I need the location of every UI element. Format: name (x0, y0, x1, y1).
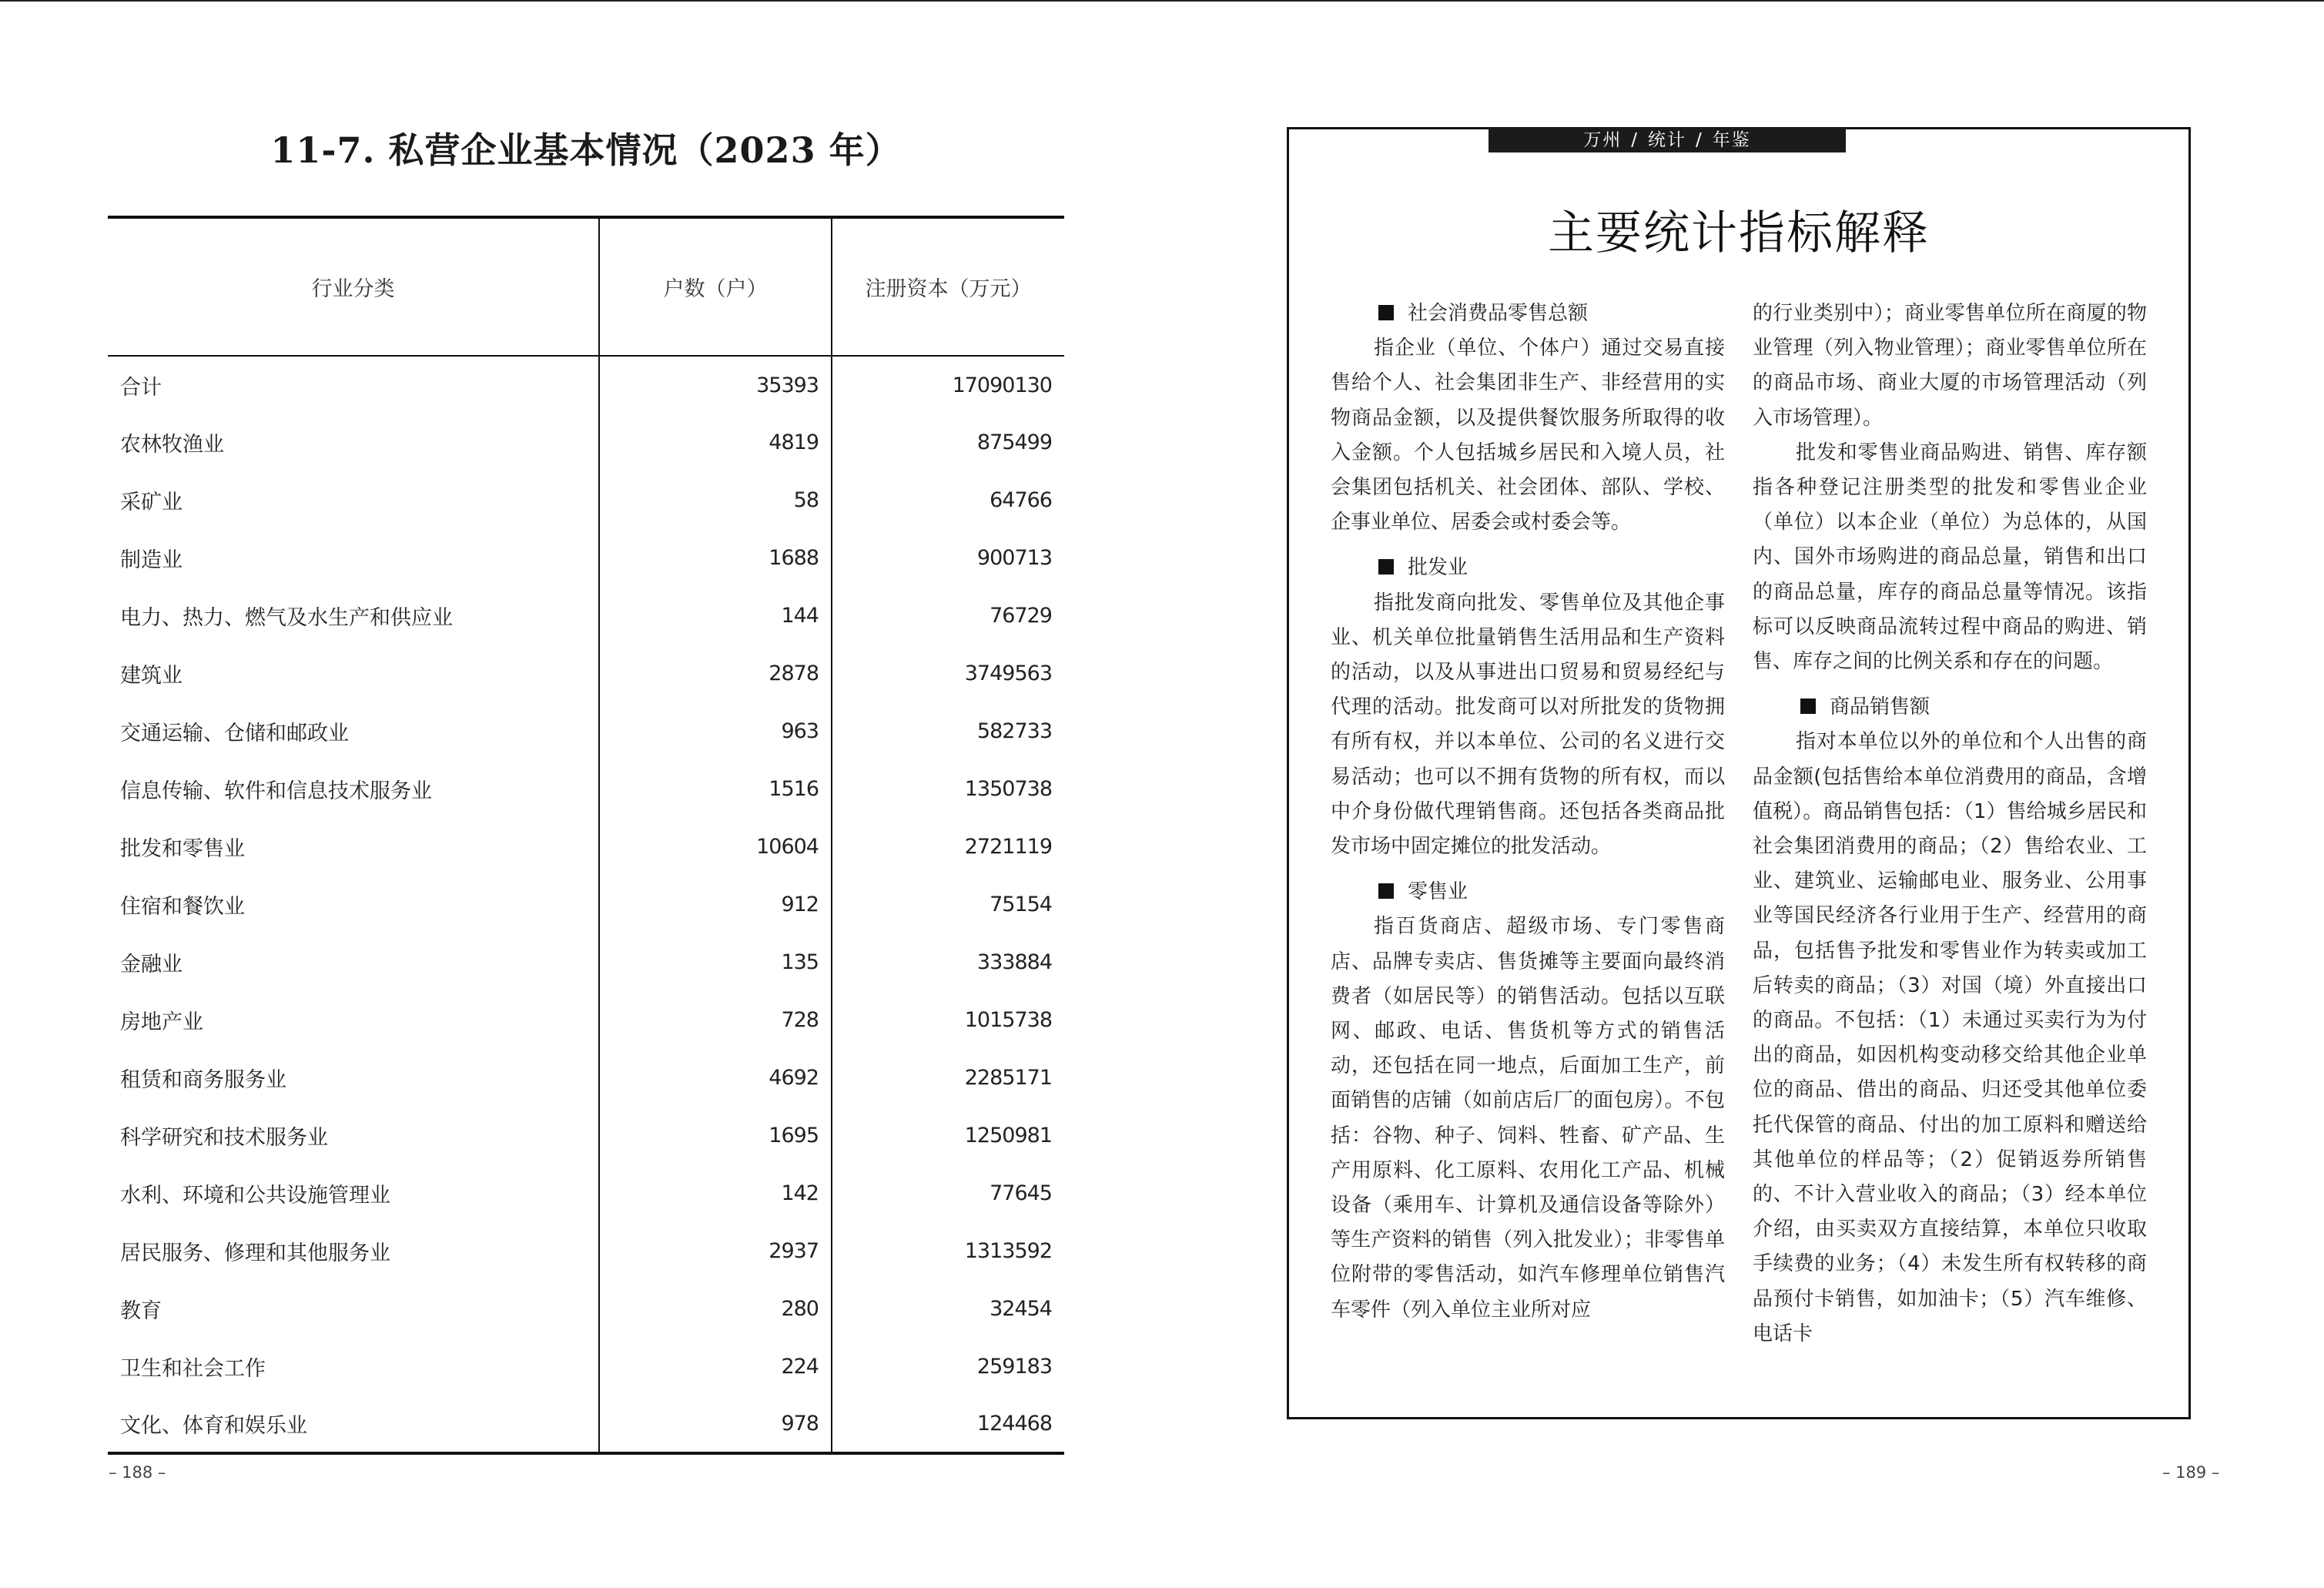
table-row (108, 876, 1064, 933)
private-enterprise-table (108, 216, 1064, 1455)
industry-cell: 房地产业 (120, 1010, 203, 1034)
capital-cell: 582733 (832, 702, 1064, 760)
yearbook-tag (1488, 128, 1846, 152)
table-row (108, 645, 1064, 702)
paragraph: 批发和零售业商品购进、销售、库存额 指各种登记注册类型的批发和零售业企业（单位）以本企业（单位）为总体的，从国内、国外市场购进的商品总量，销售和出口的商品总量，库存的商品总量等情况。该指标可以反映商品流转过程中商品的购进、销售、库存之间的比例关系和存在的问题。 (1753, 441, 2147, 674)
capital-cell: 32454 (832, 1280, 1064, 1338)
table-row (108, 1395, 1064, 1453)
table-row (108, 1049, 1064, 1107)
square-bullet-icon (1378, 883, 1394, 899)
industry-cell: 居民服务、修理和其他服务业 (120, 1241, 390, 1265)
square-bullet-icon (1800, 699, 1816, 714)
capital-cell: 17090130 (832, 356, 1064, 414)
households-cell: 58 (599, 471, 832, 529)
industry-cell: 采矿业 (120, 491, 183, 514)
industry-cell: 住宿和餐饮业 (120, 895, 245, 919)
table-row (108, 587, 1064, 645)
table-row (108, 1338, 1064, 1395)
households-cell: 135 (599, 933, 832, 991)
capital-cell: 875499 (832, 414, 1064, 471)
industry-cell: 农林牧渔业 (120, 433, 224, 457)
capital-cell: 900713 (832, 529, 1064, 587)
industry-cell: 信息传输、软件和信息技术服务业 (120, 779, 432, 803)
households-cell: 1695 (599, 1107, 832, 1164)
capital-cell: 259183 (832, 1338, 1064, 1395)
households-cell: 1688 (599, 529, 832, 587)
industry-cell: 批发和零售业 (120, 837, 245, 861)
text-column-left (1331, 296, 1725, 1328)
heading-text: 批发业 (1408, 556, 1468, 580)
page-number-left: – 188 – (109, 1463, 166, 1482)
table-header-row (108, 217, 1064, 356)
industry-cell: 文化、体育和娱乐业 (108, 1395, 599, 1453)
table-row (108, 1164, 1064, 1222)
industry-cell: 租赁和商务服务业 (120, 1068, 286, 1092)
households-cell: 4692 (599, 1049, 832, 1107)
capital-cell: 1250981 (832, 1107, 1064, 1164)
paragraph: 指企业（单位、个体户）通过交易直接售给个人、社会集团非生产、非经营用的实物商品金额，以及提供餐饮服务所取得的收入金额。个人包括城乡居民和入境人员，社会集团包括机关、社会团体、部队、学校、企事业单位、居委会或村委会等。 (1331, 337, 1725, 534)
table-row (108, 991, 1064, 1049)
text-column-right (1753, 296, 2147, 1352)
header-industry: 行业分类 (108, 217, 599, 356)
tag-part-2: 统计 (1648, 130, 1686, 150)
paragraph: 的行业类别中）；商业零售单位所在商厦的物业管理（列入物业管理）；商业零售单位所在的商品市场、商业大厦的市场管理活动（列入市场管理）。 (1753, 302, 2147, 430)
page-number-right: – 189 – (2162, 1463, 2220, 1482)
table-row (108, 356, 1064, 414)
tag-separator: / (1696, 130, 1703, 150)
capital-cell: 333884 (832, 933, 1064, 991)
industry-cell: 交通运输、仓储和邮政业 (120, 722, 349, 745)
table-row (108, 702, 1064, 760)
capital-cell: 76729 (832, 587, 1064, 645)
industry-cell: 教育 (120, 1299, 162, 1323)
industry-cell: 建筑业 (120, 664, 183, 688)
section-heading (1331, 875, 1725, 910)
table-row (108, 760, 1064, 818)
square-bullet-icon (1378, 559, 1394, 575)
capital-cell: 75154 (832, 876, 1064, 933)
section-heading (1331, 551, 1725, 585)
table-row (108, 1222, 1064, 1280)
households-cell: 912 (599, 876, 832, 933)
heading-text: 零售业 (1408, 880, 1468, 904)
table-row (108, 529, 1064, 587)
table-row (108, 818, 1064, 876)
capital-cell: 1313592 (832, 1222, 1064, 1280)
capital-cell: 2721119 (832, 818, 1064, 876)
table-row (108, 414, 1064, 471)
households-cell: 35393 (599, 356, 832, 414)
table-row (108, 471, 1064, 529)
paragraph: 指百货商店、超级市场、专门零售商店、品牌专卖店、售货摊等主要面向最终消费者（如居民等）的销售活动。包括以互联网、邮政、电话、售货机等方式的销售活动，还包括在同一地点，后面加工生产，前面销售的店铺（如前店后厂的面包房）。不包括：谷物、种子、饲料、牲畜、矿产品、生产用原料、化工原料、农用化工产品、机械设备（乘用车、计算机及通信设备等除外）等生产资料的销售（列入批发业）；非零售单位附带的零售活动，如汽车修理单位销售汽车零件（列入单位主业所对应 (1331, 915, 1725, 1322)
table-row (108, 1107, 1064, 1164)
industry-cell: 金融业 (120, 953, 183, 977)
paragraph: 指批发商向批发、零售单位及其他企事业、机关单位批量销售生活用品和生产资料的活动，以及从事进出口贸易和贸易经纪与代理的活动。批发商可以对所批发的货物拥有所有权，并以本单位、公司的名义进行交易活动；也可以不拥有货物的所有权，而以中介身份做代理销售商。还包括各类商品批发市场中固定摊位的批发活动。 (1331, 591, 1725, 859)
section-heading (1331, 296, 1725, 331)
households-cell: 280 (599, 1280, 832, 1338)
households-cell: 10604 (599, 818, 832, 876)
households-cell: 4819 (599, 414, 832, 471)
capital-cell: 77645 (832, 1164, 1064, 1222)
households-cell: 142 (599, 1164, 832, 1222)
section-heading (1753, 690, 2147, 725)
households-cell: 1516 (599, 760, 832, 818)
industry-cell: 制造业 (120, 548, 183, 572)
industry-cell: 科学研究和技术服务业 (120, 1126, 328, 1150)
capital-cell: 1350738 (832, 760, 1064, 818)
industry-cell: 合计 (120, 375, 162, 400)
section-title: 主要统计指标解释 (1548, 206, 1930, 260)
top-edge-rule (0, 0, 2324, 2)
households-cell: 2878 (599, 645, 832, 702)
heading-text: 商品销售额 (1830, 695, 1931, 719)
capital-cell: 2285171 (832, 1049, 1064, 1107)
capital-cell: 64766 (832, 471, 1064, 529)
tag-part-1: 万州 (1583, 130, 1622, 150)
header-households: 户数（户） (599, 217, 832, 356)
households-cell: 144 (599, 587, 832, 645)
households-cell: 963 (599, 702, 832, 760)
industry-cell: 卫生和社会工作 (120, 1357, 266, 1381)
industry-cell: 电力、热力、燃气及水生产和供应业 (120, 606, 453, 630)
heading-text: 社会消费品零售总额 (1408, 302, 1589, 325)
paragraph: 指对本单位以外的单位和个人出售的商品金额(包括售给本单位消费用的商品，含增值税）。商品销售包括：（1）售给城乡居民和社会集团消费用的商品；（2）售给农业、工业、建筑业、运输邮电业、服务业、公用事业等国民经济各行业用于生产、经营用的商品，包括售予批发和零售业作为转卖或加工后转卖的商品；（3）对国（境）外直接出口的商品。不包括：（1）未通过买卖行为为付出的商品，如因机构变动移交给其他企业单位的商品、借出的商品、归还受其他单位委托代保管的商品、付出的加工原料和赠送给其他单位的样品等；（2）促销返券所销售的、不计入营业收入的商品；（3）经本单位介绍，由买卖双方直接结算，本单位只收取手续费的业务；（4）未发生所有权转移的商品预付卡销售，如加油卡；（5）汽车维修、电话卡 (1753, 730, 2147, 1345)
households-cell: 978 (599, 1395, 832, 1453)
capital-cell: 124468 (832, 1395, 1064, 1453)
square-bullet-icon (1378, 305, 1394, 320)
table-title: 11-7. 私营企业基本情况（2023 年） (270, 129, 902, 171)
table-row (108, 1280, 1064, 1338)
tag-separator: / (1631, 130, 1639, 150)
industry-cell: 水利、环境和公共设施管理业 (120, 1184, 390, 1208)
households-cell: 224 (599, 1338, 832, 1395)
table-row (108, 933, 1064, 991)
header-capital: 注册资本（万元） (832, 217, 1064, 356)
households-cell: 728 (599, 991, 832, 1049)
tag-part-3: 年鉴 (1712, 130, 1751, 150)
capital-cell: 1015738 (832, 991, 1064, 1049)
households-cell: 2937 (599, 1222, 832, 1280)
capital-cell: 3749563 (832, 645, 1064, 702)
